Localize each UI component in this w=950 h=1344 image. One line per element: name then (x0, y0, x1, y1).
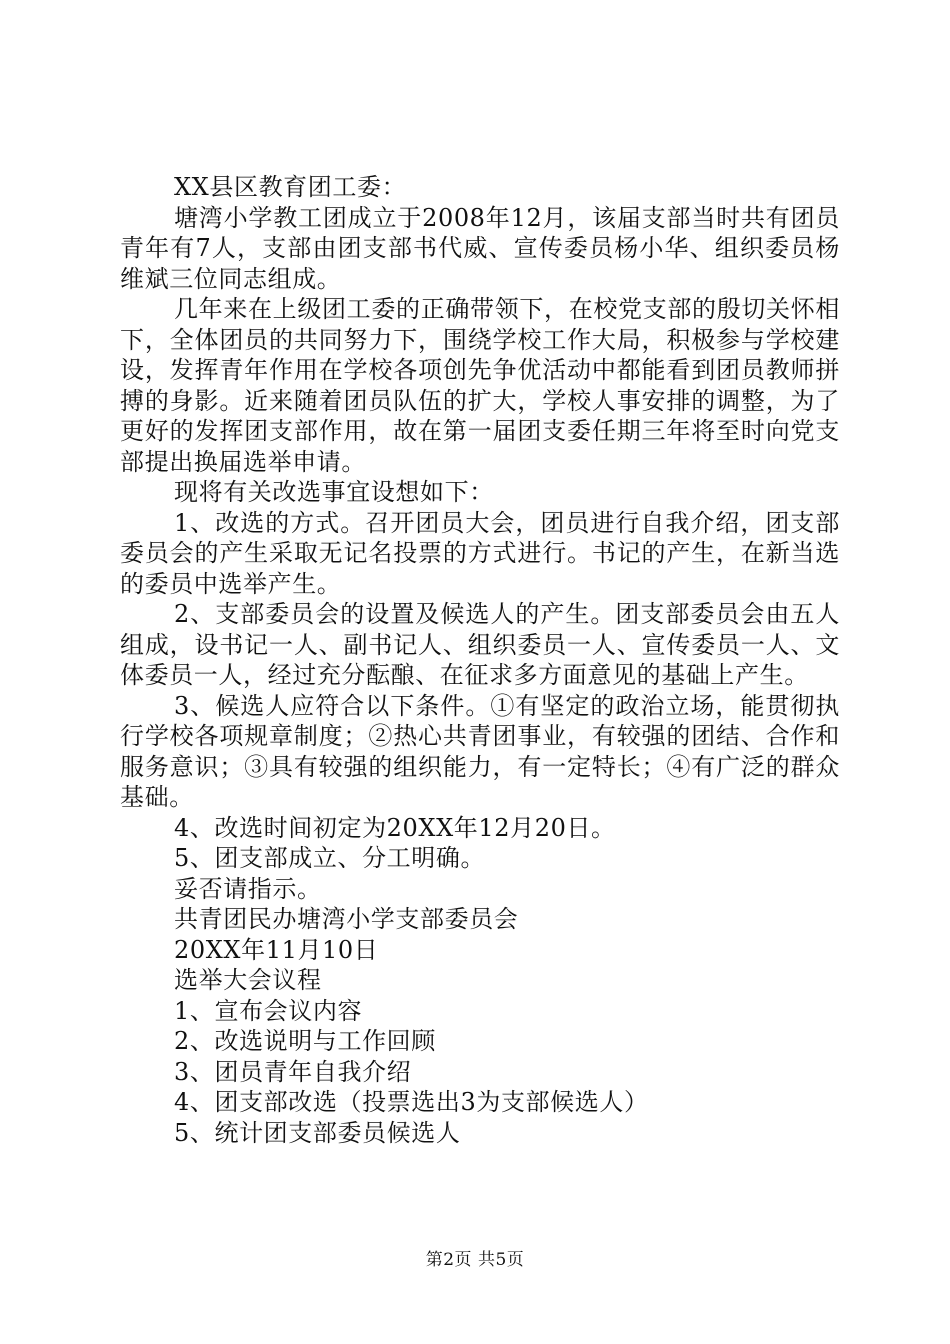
page-number: 第2页 共5页 (425, 1250, 525, 1270)
agenda-item-4: 4、团支部改选（投票选出3为支部候选人） (174, 1088, 649, 1116)
paragraph-item-3: 3、候选人应符合以下条件。①有坚定的政治立场，能贯彻执行学校各项规章制度；②热心共青团事业，有较强的团结、合作和服务意识；③具有较强的组织能力，有一定特长；④有广泛的群众基础。 (120, 691, 840, 811)
page-footer (0, 1245, 950, 1270)
signature-organization: 共青团民办塘湾小学支部委员会 (174, 905, 519, 933)
closing-request: 妥否请指示。 (174, 874, 322, 903)
agenda-item-5: 5、统计团支部委员候选人 (174, 1118, 461, 1147)
agenda-item-3: 3、团员青年自我介绍 (174, 1057, 412, 1086)
paragraph-background: 几年来在上级团工委的正确带领下，在校党支部的殷切关怀相下，全体团员的共同努力下，围绕学校工作大局，积极参与学校建设，发挥青年作用在学校各项创先争优活动中都能看到团员教师拼搏的身影。近来随着团员队伍的扩大，学校人事安排的调整，为了更好的发挥团支部作用，故在第一届团支委任期三年将至时向党支部提出换届选举申请。 (120, 295, 840, 476)
salutation: XX县区教育团工委： (174, 173, 407, 201)
agenda-item-2: 2、改选说明与工作回顾 (174, 1027, 436, 1055)
paragraph-item-4: 4、改选时间初定为20XX年12月20日。 (174, 813, 616, 842)
paragraph-item-1: 1、改选的方式。召开团员大会，团员进行自我介绍，团支部委员会的产生采取无记名投票的方式进行。书记的产生，在新当选的委员中选举产生。 (120, 508, 840, 598)
document-body (120, 172, 840, 1148)
agenda-title: 选举大会议程 (174, 966, 322, 994)
signature-date: 20XX年11月10日 (174, 935, 379, 964)
paragraph-item-5: 5、团支部成立、分工明确。 (174, 844, 486, 872)
paragraph-item-2: 2、支部委员会的设置及候选人的产生。团支部委员会由五人组成，设书记一人、副书记人、组织委员一人、宣传委员一人、文体委员一人，经过充分酝酿、在征求多方面意见的基础上产生。 (120, 600, 840, 689)
agenda-item-1: 1、宣布会议内容 (174, 996, 363, 1025)
paragraph-intro: 塘湾小学教工团成立于2008年12月，该届支部当时共有团员青年有7人，支部由团支部书代威、宣传委员杨小华、组织委员杨维斌三位同志组成。 (120, 203, 840, 293)
paragraph-proposal-heading: 现将有关改选事宜设想如下： (174, 478, 494, 506)
